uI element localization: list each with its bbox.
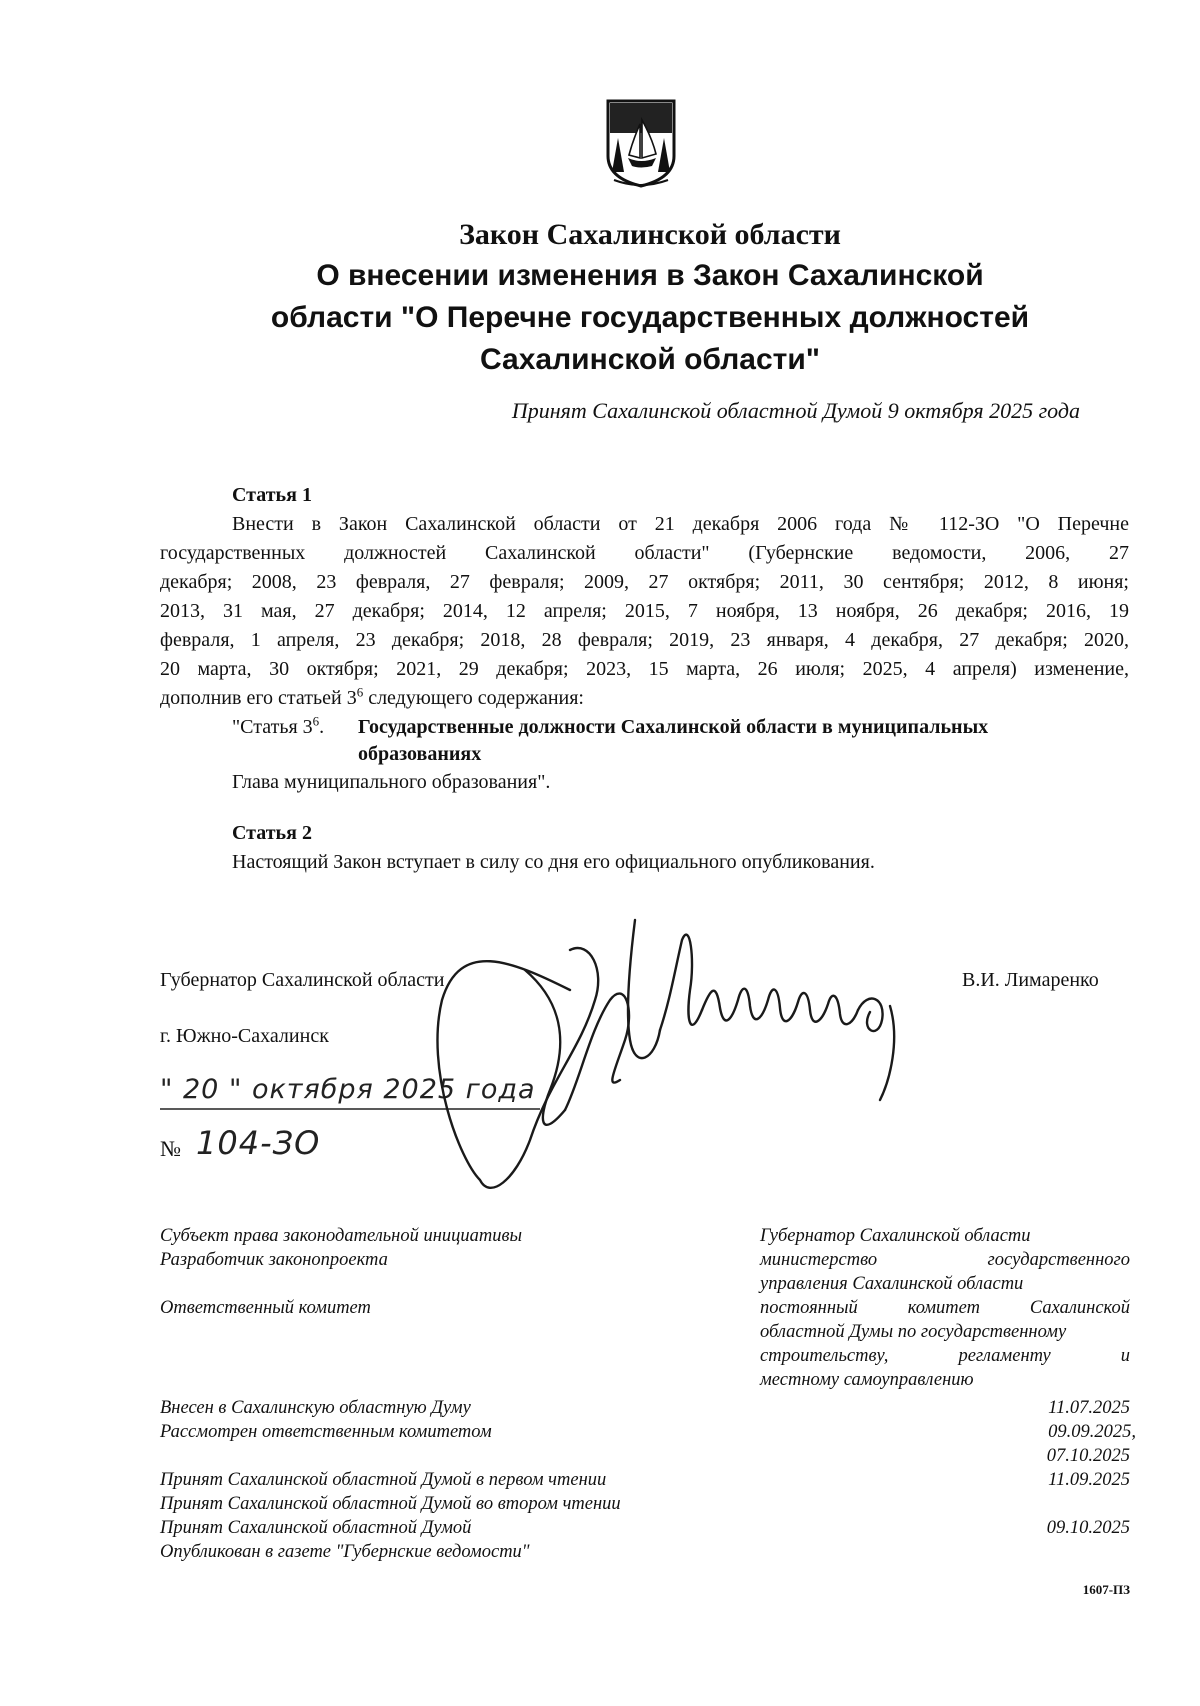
handwritten-number: 104-ЗО xyxy=(196,1124,321,1162)
procedure-date: 07.10.2025 xyxy=(1046,1446,1130,1466)
procedure-date: 11.07.2025 xyxy=(1048,1398,1130,1418)
quoted-article-title-line-2: образованиях xyxy=(358,743,482,765)
article-1-line: государственных должностей Сахалинской области" (Губернские ведомости, 2006, 27 xyxy=(160,542,1129,564)
footer-right-line: Губернатор Сахалинской области xyxy=(760,1226,1031,1246)
law-subtitle-line-3: Сахалинской области" xyxy=(479,343,820,376)
signatory-name: В.И. Лимаренко xyxy=(962,969,1099,991)
procedure-step: Принят Сахалинской областной Думой xyxy=(160,1518,472,1538)
quoted-article-label: "Статья $3^6$. xyxy=(232,713,325,738)
law-subtitle-line-2: области "О Перечне государственных должностей xyxy=(270,301,1030,334)
procedure-step: Внесен в Сахалинскую областную Думу xyxy=(160,1398,471,1418)
coat-of-arms-emblem xyxy=(604,98,678,188)
footer-left-line: Разработчик законопроекта xyxy=(160,1250,388,1270)
procedure-date: 09.09.2025, xyxy=(1048,1422,1136,1442)
quoted-article-title-line-1: Государственные должности Сахалинской области в муниципальных xyxy=(358,716,989,738)
governor-signature xyxy=(420,880,960,1210)
footer-right-line: министерство государственного xyxy=(760,1250,1130,1270)
quoted-article-body: Глава муниципального образования". xyxy=(232,771,551,793)
footer-right-line: местному самоуправлению xyxy=(760,1370,974,1390)
signatory-position: Губернатор Сахалинской области xyxy=(160,969,445,991)
footer-right-line: областной Думы по государственному xyxy=(760,1322,1067,1342)
procedure-step: Рассмотрен ответственным комитетом xyxy=(160,1422,492,1442)
procedure-step: Принят Сахалинской областной Думой в первом чтении xyxy=(160,1470,607,1490)
law-title: Закон Сахалинской области xyxy=(459,218,841,251)
article-1-heading: Статья 1 xyxy=(232,484,312,506)
article-2-text: Настоящий Закон вступает в силу со дня его официального опубликования. xyxy=(232,851,875,873)
procedure-step: Опубликован в газете "Губернские ведомости" xyxy=(160,1542,530,1562)
article-1-last-line: дополнив его статьей $3^6$ следующего содержания: xyxy=(160,684,584,709)
document-code: 1607-ПЗ xyxy=(1082,1582,1130,1597)
article-1-line: 2013, 31 мая, 27 декабря; 2014, 12 апреля; 2015, 7 ноября, 13 ноября, 26 декабря; 2016, 19 xyxy=(160,600,1129,622)
handwritten-date: " 20 " октября 2025 года xyxy=(160,1074,536,1105)
article-1-line: декабря; 2008, 23 февраля, 27 февраля; 2009, 27 октября; 2011, 30 сентября; 2012, 8 июня; xyxy=(160,571,1129,593)
footer-left-line: Субъект права законодательной инициативы xyxy=(160,1226,523,1246)
footer-left-line: Ответственный комитет xyxy=(160,1298,371,1318)
procedure-date: 09.10.2025 xyxy=(1046,1518,1130,1538)
document-number-label: № xyxy=(160,1136,181,1161)
article-1-line: 20 марта, 30 октября; 2021, 29 декабря; 2023, 15 марта, 26 июля; 2025, 4 апреля) изменение, xyxy=(160,658,1129,680)
article-2-heading: Статья 2 xyxy=(232,822,312,844)
footer-right-line: постоянный комитет Сахалинской xyxy=(760,1298,1130,1318)
footer-right-line: управления Сахалинской области xyxy=(760,1274,1024,1294)
procedure-step: Принят Сахалинской областной Думой во втором чтении xyxy=(160,1494,621,1514)
article-1-line: Внести в Закон Сахалинской области от 21 декабря 2006 года № 112-ЗО "О Перечне xyxy=(232,513,1129,535)
adoption-line: Принят Сахалинской областной Думой 9 октября 2025 года xyxy=(511,398,1080,423)
footer-right-line: строительству, регламенту и xyxy=(760,1346,1130,1366)
law-subtitle-line-1: О внесении изменения в Закон Сахалинской xyxy=(316,259,984,292)
procedure-date: 11.09.2025 xyxy=(1048,1470,1130,1490)
article-1-line: февраля, 1 апреля, 23 декабря; 2018, 28 февраля; 2019, 23 января, 4 декабря, 27 декабря; 2020, xyxy=(160,629,1129,651)
city: г. Южно-Сахалинск xyxy=(160,1025,329,1047)
